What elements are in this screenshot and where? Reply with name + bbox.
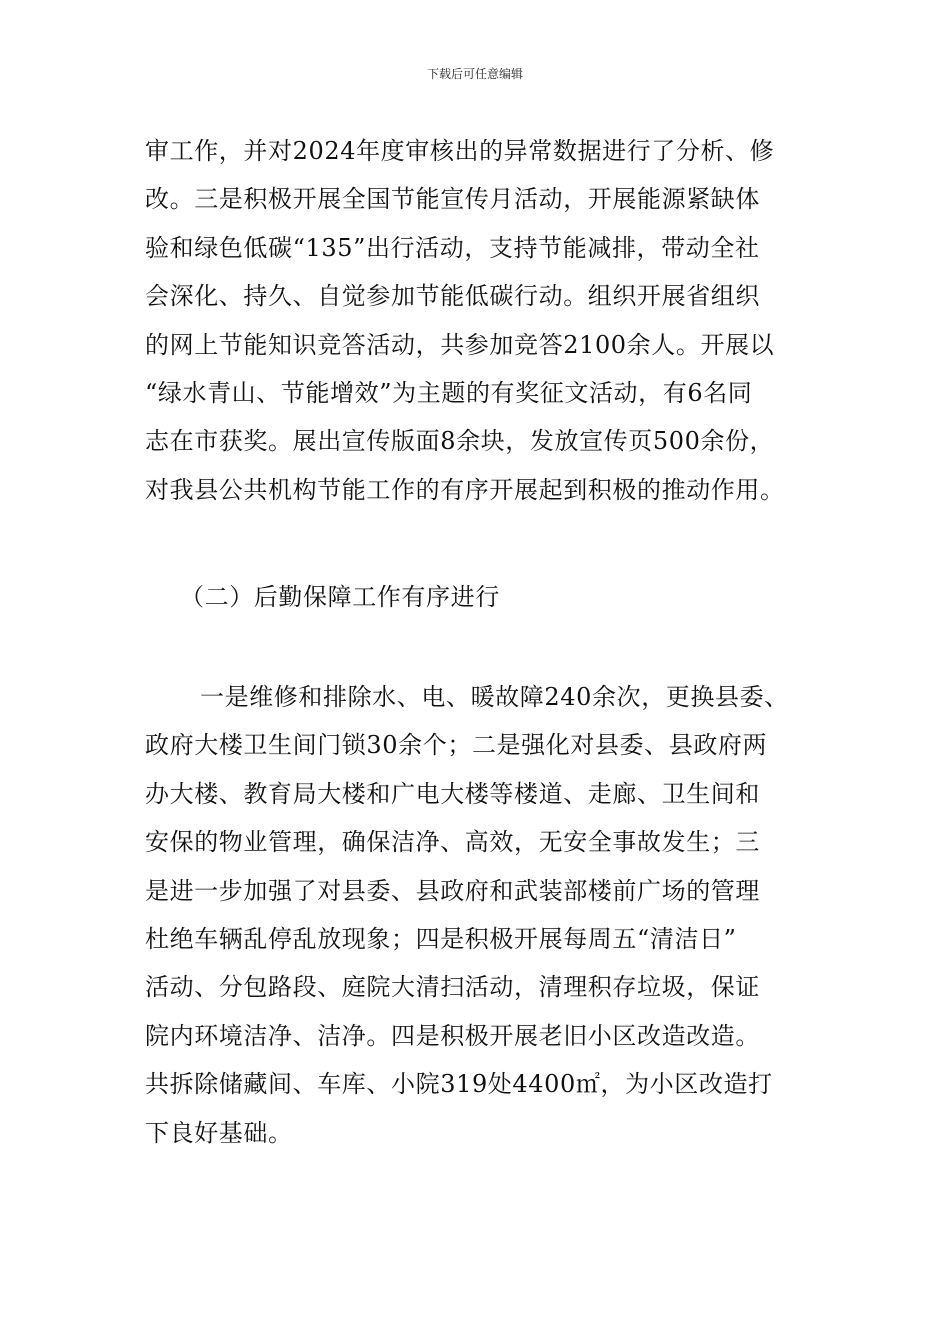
paragraph-line: 会深化、持久、自觉参加节能低碳行动。组织开展省组织 <box>145 282 760 310</box>
paragraph-line: 政府大楼卫生间门锁30余个；二是强化对县委、县政府两 <box>145 731 768 759</box>
paragraph-line: 共拆除储藏间、车库、小院319处4400㎡，为小区改造打 <box>145 1070 773 1098</box>
paragraph-line: 志在市获奖。展出宣传版面8余块，发放宣传页500余份， <box>145 427 775 455</box>
paragraph-line: 审工作，并对2024年度审核出的异常数据进行了分析、修 <box>145 137 775 165</box>
paragraph-line: 的网上节能知识竞答活动，共参加竞答2100余人。开展以 <box>145 331 775 359</box>
header-note: 下载后可任意编辑 <box>426 67 523 81</box>
paragraph-line: “绿水青山、节能增效”为主题的有奖征文活动，有6名同 <box>145 379 753 407</box>
paragraph-line: 验和绿色低碳“135”出行活动，支持节能减排，带动全社 <box>145 234 760 262</box>
paragraph-line: 杜绝车辆乱停乱放现象；四是积极开展每周五“清洁日” <box>145 925 737 953</box>
paragraph-line: 是进一步加强了对县委、县政府和武装部楼前广场的管理 <box>145 877 760 905</box>
section-heading: （二）后勤保障工作有序进行 <box>180 583 500 611</box>
paragraph-line: 下良好基础。 <box>145 1119 293 1147</box>
paragraph-line: 对我县公共机构节能工作的有序开展起到积极的推动作用。 <box>145 476 785 504</box>
paragraph-line: 活动、分包路段、庭院大清扫活动，清理积存垃圾，保证 <box>145 973 760 1001</box>
paragraph-line: 一是维修和排除水、电、暖故障240余次，更换县委、 <box>200 683 789 711</box>
paragraph-line: 办大楼、教育局大楼和广电大楼等楼道、走廊、卫生间和 <box>145 780 760 808</box>
paragraph-line: 院内环境洁净、洁净。四是积极开展老旧小区改造改造。 <box>145 1022 760 1050</box>
paragraph-line: 改。三是积极开展全国节能宣传月活动，开展能源紧缺体 <box>145 185 760 213</box>
paragraph-line: 安保的物业管理，确保洁净、高效，无安全事故发生；三 <box>145 828 760 856</box>
